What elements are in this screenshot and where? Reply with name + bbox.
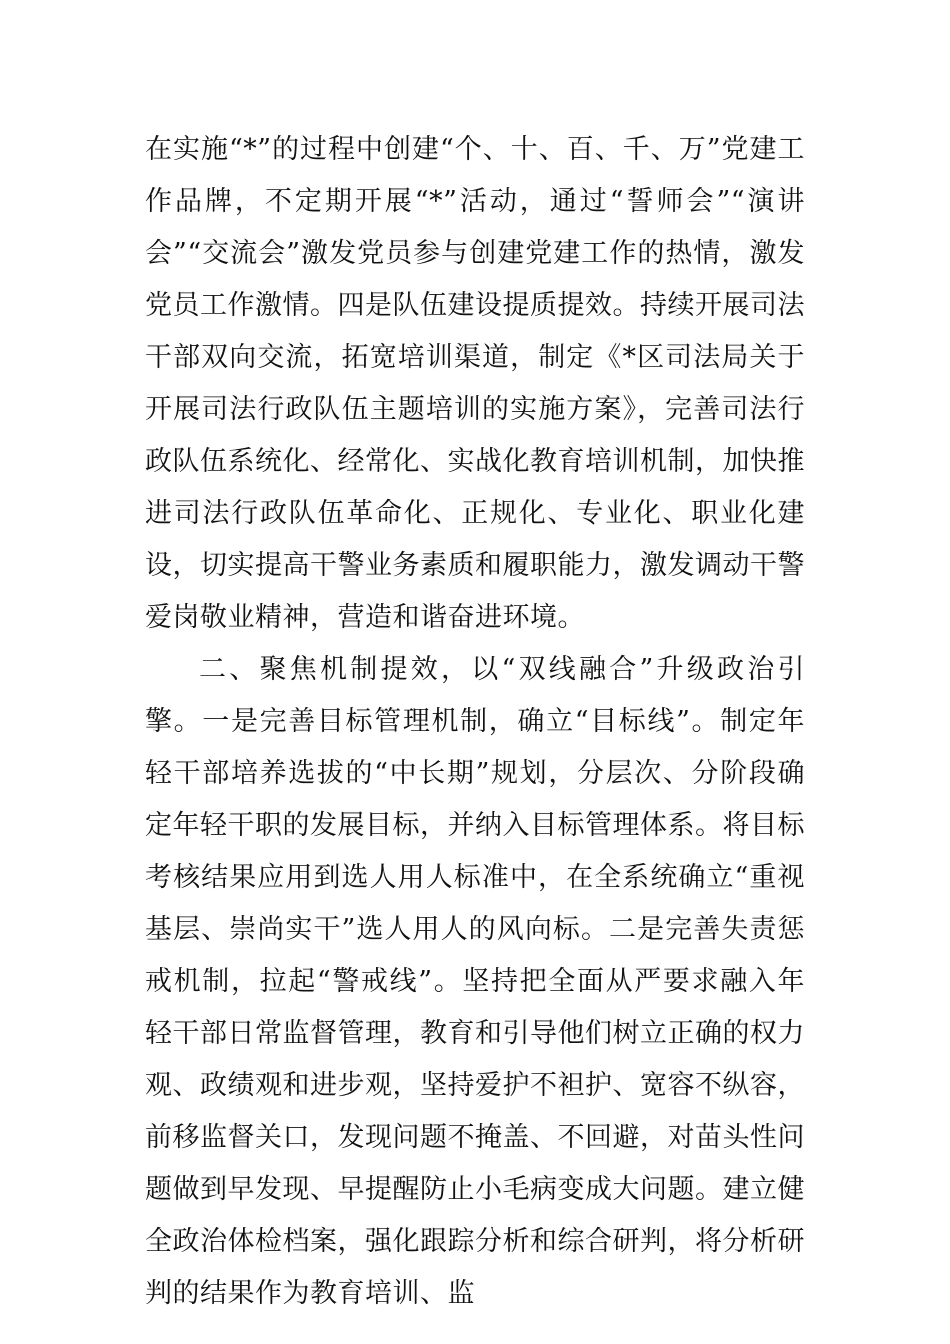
paragraph-continuation: 在实施“*”的过程中创建“个、十、百、千、万”党建工作品牌，不定期开展“*”活动，通过“誓师会”“演讲会”“交流会”激发党员参与创建党建工作的热情，激发党员工作激情。四是队伍建设提质提效。持续开展司法干部双向交流，拓宽培训渠道，制定《*区司法局关于开展司法行政队伍主题培训的实施方案》，完善司法行政队伍系统化、经常化、实战化教育培训机制，加快推进司法行政队伍革命化、正规化、专业化、职业化建设，切实提高干警业务素质和履职能力，激发调动干警爱岗敬业精神，营造和谐奋进环境。 <box>145 134 805 633</box>
document-body <box>145 124 805 1320</box>
paragraph-section-two: 二、聚焦机制提效，以“双线融合”升级政治引擎。一是完善目标管理机制，确立“目标线”。制定年轻干部培养选拔的“中长期”规划，分层次、分阶段确定年轻干职的发展目标，并纳入目标管理体系。将目标考核结果应用到选人用人标准中，在全系统确立“重视基层、崇尚实干”选人用人的风向标。二是完善失责惩戒机制，拉起“警戒线”。坚持把全面从严要求融入年轻干部日常监督管理，教育和引导他们树立正确的权力观、政绩观和进步观，坚持爱护不袒护、宽容不纵容，前移监督关口，发现问题不掩盖、不回避，对苗头性问题做到早发现、早提醒防止小毛病变成大问题。建立健全政治体检档案，强化跟踪分析和综合研判，将分析研判的结果作为教育培训、监 <box>145 654 805 1309</box>
